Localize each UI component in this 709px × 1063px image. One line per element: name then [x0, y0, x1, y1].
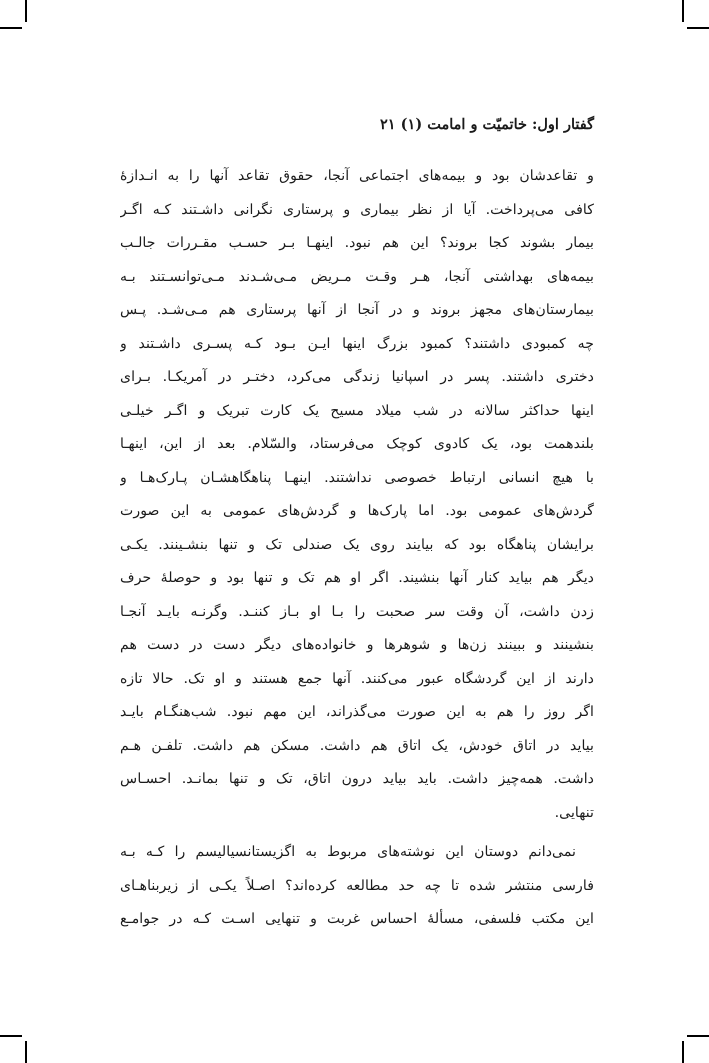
page-number: ۲۱	[380, 116, 396, 133]
text-line: تنهایی.	[554, 804, 594, 821]
text-line: نمی‌دانم دوستان این نوشته‌های مربوط به اگزیستانسیالیسم را کـه بـه	[120, 844, 576, 860]
text-line: دارند از این گردشگاه عبور می‌کنند. آنها جمع هستند و او تک. حالا تازه	[120, 670, 594, 687]
text-line: بیمه‌های بهداشتی آنجا، هـر وقـت مـریض مـی‌شـدند مـی‌توانسـتند بـه	[120, 268, 594, 285]
text-line: دیگر هم بیاید کنار آنها بنشیند. اگر او هم تک و تنها بود و حوصلهٔ حرف	[120, 570, 594, 586]
text-line: و تقاعدشان بود و بیمه‌های اجتماعی آنجا، حقوق تقاعد آنها را به انـدازهٔ	[120, 168, 594, 184]
crop-mark-top-left-horizontal	[0, 27, 22, 29]
chapter-title: گفتار اول: خاتمیّت و امامت (۱)	[400, 116, 594, 133]
text-line: زدن داشت، آن وقت سر صحبت را بـا او بـاز کننـد. وگرنـه بایـد آنجـا	[120, 603, 594, 620]
crop-mark-bottom-left-vertical	[25, 1041, 27, 1063]
text-line: با هیچ انسانی ارتباط خصوصی نداشتند. اینهـا پناهگاهشـان پـارک‌هـا و	[120, 469, 594, 486]
paragraph-1	[120, 160, 594, 830]
text-line: اگر روز را هم به این صورت می‌گذراند، این مهم نبود. شب‌هنگـام بایـد	[120, 704, 594, 720]
text-line: گردش‌های عمومی بود. اما پارک‌ها و گردش‌های عمومی به این صورت	[120, 503, 594, 519]
crop-mark-bottom-right-horizontal	[687, 1035, 709, 1037]
text-line: بنشینند و ببینند زن‌ها و شوهرها و خانواده‌های دیگر دست در دست هم	[120, 637, 594, 653]
crop-mark-top-right-horizontal	[687, 27, 709, 29]
crop-mark-top-left-vertical	[25, 0, 27, 22]
body-text	[120, 160, 594, 937]
text-line: برایشان پناهگاه بود که بیایند روی یک صندلی تک و تنها بنشـینند. یکـی	[120, 536, 594, 553]
text-line: این مکتب فلسفی، مسألهٔ احساس غربت و تنهایی اسـت کـه در جوامـع	[120, 911, 594, 927]
running-header	[120, 114, 594, 136]
paragraph-2	[120, 836, 594, 937]
text-line: فارسی منتشر شده تا چه حد مطالعه کرده‌اند؟ اصـلاً یکـی از زیربناهـای	[120, 877, 594, 894]
crop-mark-bottom-right-vertical	[682, 1041, 684, 1063]
text-line: بلندهمت بود، یک کادوی کوچک می‌فرستاد، والسّلام. بعد از این، اینهـا	[120, 436, 594, 452]
text-line: بیاید در اتاق خودش، یک اتاق هم داشت. مسکن هم داشت. تلفـن هـم	[120, 737, 594, 754]
text-line: اینها حداکثر سالانه در شب میلاد مسیح یک کارت تبریک و اگـر خیلـی	[120, 402, 594, 419]
text-line: کافی می‌پرداخت. آیا از نظر بیماری و پرستاری نگرانی داشـتند کـه اگـر	[120, 201, 594, 218]
text-line: بیمار بشوند کجا بروند؟ این هم نبود. اینهـا بـر حسـب مقـررات جالـب	[120, 235, 594, 251]
crop-mark-bottom-left-horizontal	[0, 1035, 22, 1037]
text-line: چه کمبودی داشتند؟ کمبود بزرگ اینها ایـن بـود کـه پسـری داشـتند و	[120, 335, 594, 352]
crop-mark-top-right-vertical	[682, 0, 684, 22]
text-line: داشت. همه‌چیز داشت. باید بیاید درون اتاق، تک و تنها بمانـد. احسـاس	[120, 771, 594, 787]
text-line: بیمارستان‌های مجهز بروند و در آنجا از آنها پرستاری هم مـی‌شـد. پـس	[120, 302, 594, 318]
text-line: دختری داشتند. پسر در اسپانیا زندگی می‌کرد، دختـر در آمریکـا. بـرای	[120, 369, 594, 385]
